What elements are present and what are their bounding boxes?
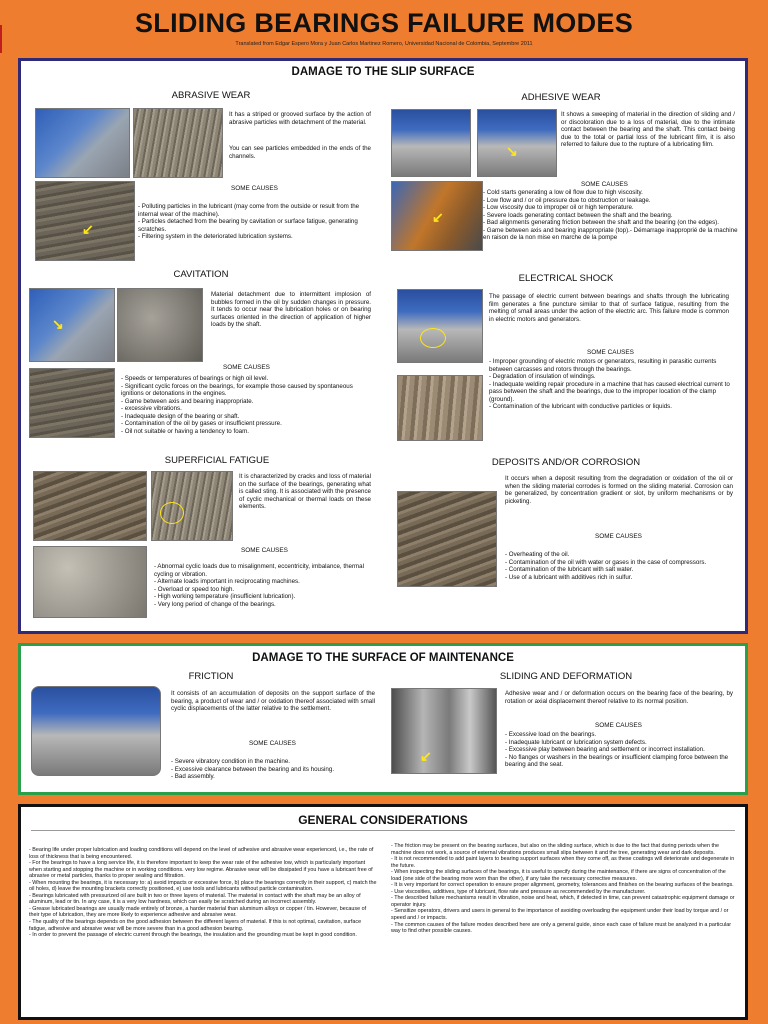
- friction-description: It consists of an accumulation of deposits on the support surface of the bearing, a product of wear and / or oxidation thereof associated with small cyclic displacements of the latter relative to the settlement.: [171, 690, 375, 713]
- list-item: - Excessive clearance between the bearing and its housing.: [171, 765, 335, 773]
- adhesive-wear-title: ADHESIVE WEAR: [521, 92, 601, 103]
- yellow-arrow-icon: ↘: [52, 316, 64, 332]
- list-item: - Contamination of the lubricant with conductive particles or liquids.: [489, 403, 672, 410]
- cavitation-photo-2: [117, 288, 203, 362]
- electrical-description: The passage of electric current between bearings and shafts through the lubricating film generates a fine puncture similar to that of surface fatigue, resulting from the melting of small areas under the action of the electric arc. This failure mode is common in electric motors and generators.: [489, 293, 729, 323]
- cavitation-title: CAVITATION: [173, 269, 229, 280]
- list-item: - Contamination of the lubricant with salt water.: [505, 566, 634, 573]
- yellow-arrow-icon: ↘: [506, 143, 518, 159]
- sliding-photo: [391, 688, 497, 774]
- deposits-causes-list: [505, 551, 715, 581]
- page-title: SLIDING BEARINGS FAILURE MODES: [134, 8, 634, 38]
- list-item: - Speeds or temperatures of bearings or high oil level.: [121, 375, 269, 382]
- list-item: - Excessive load on the bearings.: [505, 731, 597, 738]
- cavitation-photo-3: [29, 368, 115, 438]
- list-item: - Severe loads generating contact between the shaft and the bearing.: [483, 211, 673, 219]
- poster-header: [0, 8, 768, 47]
- general-considerations-panel: [18, 804, 748, 1020]
- adhesive-photo-1: [391, 109, 471, 177]
- list-item: - Polluting particles in the lubricant (may come from the outside or result from the internal wear of the machine).: [138, 203, 360, 218]
- list-item: - Contamination of the oil with water or gases in the case of compressors.: [505, 558, 707, 566]
- list-item: - Bearings lubricated with pressurized oil are built in two or three layers of material. The material in contact with the shaft may be an alloy of aluminum, lead or tin. In any case, it is a very low hardness, which can easily be scratched during an incorrect assembly.: [29, 892, 361, 906]
- list-item: - Alternate loads important in reciprocating machines.: [154, 578, 300, 585]
- list-item: - When inspecting the sliding surfaces of the bearings, it is useful to specify during the maintenance, if there are signs of concentration of the load (one side of the bearing more worn than the other), if any take the necessary corrective measures.: [391, 869, 726, 882]
- list-item: - The common causes of the failure modes described here are only a general guide, since each case of failure must be analyzed in a particular way to find other possible causes.: [391, 921, 731, 935]
- fatigue-photo-1: [33, 471, 147, 541]
- list-item: - Use of a lubricant with additives rich in sulfur.: [505, 573, 633, 581]
- list-item: - Inadequate welding repair procedure in a machine that has caused electrical current to pass between the shaft and the bearings, due to the improper location of the clamp (ground).: [489, 380, 730, 403]
- electrical-causes-heading: SOME CAUSES: [587, 349, 634, 356]
- list-item: - The quality of the bearings depends on the good adhesion between the different layers of material. If this is not optimal, cavitation, surface fatigue, adhesive and abrasive wear will be more severe than in a good adhesion bearing.: [29, 919, 362, 932]
- fatigue-description: It is characterized by cracks and loss of material on the surface of the bearings, generating what is called sting. It is associated with the presence of cyclic mechanical or thermal loads on these elements.: [239, 473, 371, 511]
- list-item: - Bearing life under proper lubrication and loading conditions will depend on the level of adhesive and abrasive wear experienced, i.e., the rate of loss of thickness that is being encountered.: [29, 847, 374, 860]
- list-item: - Cold starts generating a low oil flow due to high viscosity.: [483, 189, 643, 196]
- deposits-causes-heading: SOME CAUSES: [595, 533, 642, 540]
- list-item: - Use viscosities, additives, type of lubricant, flow rate and pressure as recommended by the manufacturer.: [391, 888, 646, 895]
- list-item: - Excessive play between bearing and settlement or incorrect installation.: [505, 746, 705, 753]
- list-item: - Degradation of insulation of windings.: [489, 373, 596, 380]
- list-item: - It is not recommended to add paint layers to bearing support surfaces when they come off, as these coatings will deteriorate and degenerate in the future.: [391, 856, 735, 869]
- friction-causes-heading: SOME CAUSES: [249, 740, 296, 747]
- list-item: - Improper grounding of electric motors or generators, resulting in parasitic currents between carcasses and rotors through the bearings.: [489, 358, 717, 373]
- adhesive-photo-3: [391, 181, 483, 251]
- list-item: - Low viscosity due to improper oil or high temperature.: [483, 204, 634, 211]
- deposits-description: It occurs when a deposit resulting from the degradation or oxidation of the oil or when the sliding material corrodes is formed on the sliding material. Corrosion can be generalized, by concentration gradient or slot, by uniform mechanisms or by picketing.: [505, 475, 733, 505]
- abrasive-causes-heading: SOME CAUSES: [231, 185, 278, 192]
- maintenance-panel: [18, 643, 748, 795]
- general-considerations-title: GENERAL CONSIDERATIONS: [298, 813, 468, 827]
- electrical-photo-2: [397, 375, 483, 441]
- slip-surface-panel: [18, 58, 748, 634]
- list-item: - Overload or speed too high.: [154, 585, 235, 593]
- abrasive-wear-title: ABRASIVE WEAR: [171, 90, 251, 101]
- abrasive-causes-list: [138, 203, 373, 241]
- yellow-arrow-icon: ↙: [420, 748, 432, 764]
- list-item: - Overheating of the oil.: [505, 551, 570, 558]
- cavitation-causes-list: [121, 375, 369, 435]
- deposits-photo: [397, 491, 497, 587]
- abrasive-description: It has a striped or grooved surface by the action of abrasive particles with detachment of the material.: [229, 111, 371, 126]
- yellow-circle-marker: [420, 328, 446, 348]
- list-item: - For the bearings to have a long service life, it is therefore important to keep the wear rate of the adhesive low, which is particularly important when starting and stopping the machine or in working conditions. very low regime. Abrasive wear will be dissipated if you have a lubricant free of abrasive or metal particles, thanks to proper sealing and filtration.: [29, 860, 373, 880]
- abrasive-photo-2: [133, 108, 223, 178]
- yellow-arrow-icon: ↙: [82, 221, 94, 237]
- electrical-photo-1: [397, 289, 483, 363]
- list-item: - No flanges or washers in the bearings or insufficient clamping force between the bearing and the seat.: [505, 753, 729, 768]
- cavitation-photo-1: [29, 288, 115, 362]
- fatigue-causes-heading: SOME CAUSES: [241, 547, 288, 554]
- superficial-fatigue-title: SUPERFICIAL FATIGUE: [164, 455, 270, 466]
- list-item: - It is very important for correct operation to ensure proper alignment, geometry, tolerances and finishes on the bearing surfaces of the bearings.: [391, 882, 734, 889]
- fatigue-photo-2: [151, 471, 233, 541]
- sliding-causes-list: [505, 731, 735, 769]
- list-item: - Sensitize operators, drivers and users in general to the importance of avoiding overloading the equipment under their load by torque and / or speed and / or impacts.: [391, 908, 729, 922]
- list-item: - Severe vibratory condition in the machine.: [171, 758, 290, 765]
- list-item: - Game between axis and bearing inappropriate.: [121, 397, 254, 405]
- title-divider: [31, 830, 735, 831]
- adhesive-photo-2: [477, 109, 557, 177]
- list-item: - Inadequate design of the bearing or shaft.: [121, 412, 240, 420]
- general-right-column: [391, 843, 735, 935]
- adhesive-causes-heading: SOME CAUSES: [581, 181, 628, 188]
- fatigue-photo-3: [33, 546, 147, 618]
- cavitation-description: Material detachment due to intermittent implosion of bubbles formed in the oil by sudden changes in pressure. It tends to occur near the lubrication holes or on bearing surfaces oriented in the direction of application of higher loads by the shaft.: [211, 291, 371, 329]
- page-subtitle: Translated from Edgar Espero Mora y Juan Carlos Martinez Romero, Universidad Nacional de Colombia, Septembre 2011: [235, 41, 533, 47]
- fatigue-causes-list: [154, 563, 364, 608]
- sliding-deformation-title: SLIDING AND DEFORMATION: [499, 671, 633, 682]
- list-item: - The friction may be present on the bearing surfaces, but also on the sliding surface, which is due to the fact that during periods when the machine does not work, a source of external vibrations produces small slips between it and the tree, generating wear and dark deposits.: [391, 843, 720, 856]
- electrical-causes-list: [489, 358, 734, 411]
- general-left-column: [29, 847, 377, 939]
- adhesive-description: It shows a sweeping of material in the direction of sliding and / or discoloration due to a loss of material, due to the intimate contact between the bearing and the shaft. This contact being due to the total or partial loss of the lubricant film, it is also referred to failure due to the rupture of a lubricating film.: [561, 111, 735, 149]
- list-item: - Oil not suitable or having a tendency to foam.: [121, 427, 249, 435]
- list-item: - Filtering system in the deteriorated lubrication systems.: [138, 233, 293, 240]
- cavitation-causes-heading: SOME CAUSES: [223, 364, 270, 371]
- friction-title: FRICTION: [188, 671, 234, 682]
- list-item: - The described failure mechanisms result in vibration, noise and heat, which, if detected in time, can prevent catastrophic equipment damage or operator injury.: [391, 895, 735, 908]
- deposits-corrosion-title: DEPOSITS AND/OR CORROSION: [491, 457, 641, 468]
- maintenance-title: DAMAGE TO THE SURFACE OF MAINTENANCE: [252, 652, 514, 664]
- list-item: - Contamination of the oil by gases or insufficient pressure.: [121, 420, 282, 427]
- friction-photo: [31, 686, 161, 776]
- list-item: - Abnormal cyclic loads due to misalignment, eccentricity, imbalance, thermal cycling or vibration.: [154, 563, 365, 578]
- sliding-causes-heading: SOME CAUSES: [595, 722, 642, 729]
- list-item: - Game between axis and bearing inappropriate (top).- Démarrage inapproprié de la machine en raison de la non mise en marche de la pompe: [483, 226, 738, 241]
- list-item: - Bad assembly.: [171, 773, 215, 780]
- list-item: - Inadequate lubricant or lubrication system defects.: [505, 738, 647, 746]
- list-item: - Low flow and / or oil pressure due to obstruction or leakage.: [483, 196, 651, 204]
- list-item: - excessive vibrations.: [121, 405, 182, 412]
- abrasive-description-2: You can see particles embedded in the ends of the channels.: [229, 145, 371, 160]
- list-item: - In order to prevent the passage of electric current through the bearings, the insulation and the grounding must be kept in good condition.: [29, 932, 357, 939]
- list-item: - Grease lubricated bearings are usually made entirely of bronze, a harder material than aluminum alloys or copper / tin. However, because of their type of lubrication, they are more likely to experience adhesive and abrasive wear.: [29, 905, 367, 919]
- electrical-shock-title: ELECTRICAL SHOCK: [518, 273, 614, 284]
- friction-causes-list: [171, 758, 381, 781]
- abrasive-photo-1: [35, 108, 130, 178]
- list-item: - When mounting the bearings, it is necessary to: a) avoid impacts or excessive force, b) place the bearings correctly in their support, c) match the oil holes, d) leave the mounting brackets correctly positioned, e) use tools and lubricants without particle contamination.: [29, 879, 377, 893]
- slip-surface-title: DAMAGE TO THE SLIP SURFACE: [291, 66, 475, 78]
- list-item: - High working temperature (insufficient lubrication).: [154, 593, 296, 600]
- yellow-arrow-icon: ↙: [432, 209, 444, 225]
- list-item: - Bad alignments generating friction between the shaft and the bearing (on the edges).: [483, 219, 719, 226]
- adhesive-causes-list: [483, 189, 738, 242]
- sliding-description: Adhesive wear and / or deformation occurs on the bearing face of the bearing, by rotation or axial displacement thereof relative to its normal position.: [505, 690, 733, 705]
- abrasive-photo-3: [35, 181, 135, 261]
- list-item: - Significant cyclic forces on the bearings, for example those caused by spontaneous ignitions or detonations in the engines.: [121, 382, 353, 397]
- list-item: - Particles detached from the bearing by cavitation or surface fatigue, generating scratches.: [138, 218, 358, 233]
- list-item: - Very long period of change of the bearings.: [154, 600, 276, 608]
- yellow-circle-marker: [160, 502, 184, 524]
